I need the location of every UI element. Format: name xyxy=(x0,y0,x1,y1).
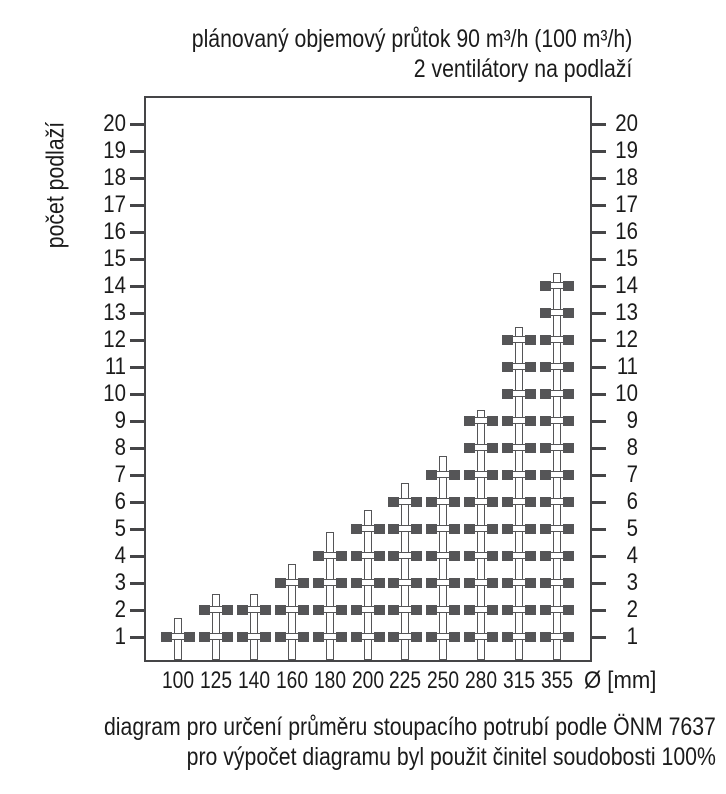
floor-square-right-315-7 xyxy=(525,470,536,480)
chart-caption-line1: diagram pro určení průměru stoupacího potrubí podle ÖNM 7637 xyxy=(104,713,716,741)
floor-square-left-315-5 xyxy=(502,524,513,534)
y-tick-left-1 xyxy=(130,636,146,639)
y-tick-left-2 xyxy=(130,609,146,612)
y-tick-label-left-14: 14 xyxy=(103,272,126,299)
y-tick-label-left-12: 12 xyxy=(103,326,126,353)
floor-square-right-315-9 xyxy=(525,416,536,426)
floor-square-left-250-4 xyxy=(426,551,437,561)
floor-square-left-355-6 xyxy=(540,497,551,507)
floor-square-left-315-9 xyxy=(502,416,513,426)
floor-square-left-355-4 xyxy=(540,551,551,561)
y-tick-label-left-18: 18 xyxy=(103,164,126,191)
floor-square-right-355-1 xyxy=(563,632,574,642)
y-tick-label-right-5: 5 xyxy=(626,515,638,542)
floor-square-left-225-1 xyxy=(388,632,399,642)
y-tick-left-12 xyxy=(130,339,146,342)
floor-square-left-180-4 xyxy=(313,551,324,561)
floor-square-right-315-4 xyxy=(525,551,536,561)
floor-square-right-225-5 xyxy=(411,524,422,534)
riser-bar-140 xyxy=(250,594,258,660)
y-tick-label-right-10: 10 xyxy=(615,380,638,407)
floor-square-right-180-1 xyxy=(336,632,347,642)
x-tick-label-200: 200 xyxy=(351,667,384,694)
floor-square-right-200-3 xyxy=(374,578,385,588)
y-tick-left-3 xyxy=(130,582,146,585)
floor-square-left-250-5 xyxy=(426,524,437,534)
y-tick-left-16 xyxy=(130,231,146,234)
floor-square-right-355-8 xyxy=(563,443,574,453)
y-tick-label-right-13: 13 xyxy=(615,299,638,326)
floor-square-right-225-2 xyxy=(411,605,422,615)
floor-square-left-355-12 xyxy=(540,335,551,345)
floor-square-right-140-1 xyxy=(260,632,271,642)
floor-square-left-250-6 xyxy=(426,497,437,507)
floor-square-right-355-3 xyxy=(563,578,574,588)
y-tick-label-right-2: 2 xyxy=(626,596,638,623)
floor-square-left-315-10 xyxy=(502,389,513,399)
y-tick-label-right-14: 14 xyxy=(615,272,638,299)
floor-square-right-200-2 xyxy=(374,605,385,615)
floor-square-right-315-5 xyxy=(525,524,536,534)
floor-square-right-180-4 xyxy=(336,551,347,561)
y-tick-label-right-9: 9 xyxy=(626,407,638,434)
floor-square-right-125-1 xyxy=(222,632,233,642)
floor-square-right-250-2 xyxy=(449,605,460,615)
floor-square-right-225-4 xyxy=(411,551,422,561)
y-tick-left-13 xyxy=(130,312,146,315)
floor-square-right-315-8 xyxy=(525,443,536,453)
x-axis-unit-label: Ø [mm] xyxy=(584,667,657,694)
y-tick-left-7 xyxy=(130,474,146,477)
floor-square-right-355-2 xyxy=(563,605,574,615)
y-tick-label-left-15: 15 xyxy=(103,245,126,272)
floor-square-left-315-3 xyxy=(502,578,513,588)
y-tick-left-14 xyxy=(130,285,146,288)
floor-square-right-225-3 xyxy=(411,578,422,588)
y-tick-label-right-11: 11 xyxy=(616,353,638,380)
y-tick-label-left-9: 9 xyxy=(114,407,126,434)
floor-square-left-180-2 xyxy=(313,605,324,615)
floor-square-left-100-1 xyxy=(161,632,172,642)
floor-square-right-355-5 xyxy=(563,524,574,534)
y-tick-label-left-20: 20 xyxy=(103,110,126,137)
floor-square-left-355-11 xyxy=(540,362,551,372)
floor-square-right-280-6 xyxy=(487,497,498,507)
floor-square-left-355-10 xyxy=(540,389,551,399)
y-tick-label-left-7: 7 xyxy=(114,461,126,488)
riser-bar-355 xyxy=(553,273,561,661)
floor-square-left-315-2 xyxy=(502,605,513,615)
floor-square-left-250-7 xyxy=(426,470,437,480)
x-tick-label-280: 280 xyxy=(465,667,498,694)
floor-square-left-315-12 xyxy=(502,335,513,345)
floor-square-right-355-10 xyxy=(563,389,574,399)
floor-square-left-160-1 xyxy=(275,632,286,642)
floor-square-right-100-1 xyxy=(184,632,195,642)
floor-square-left-125-1 xyxy=(199,632,210,642)
y-tick-label-left-10: 10 xyxy=(103,380,126,407)
riser-bar-125 xyxy=(212,594,220,660)
floor-square-left-225-4 xyxy=(388,551,399,561)
x-tick-label-140: 140 xyxy=(237,667,270,694)
floor-square-left-280-1 xyxy=(464,632,475,642)
floor-square-right-250-3 xyxy=(449,578,460,588)
floor-square-left-315-4 xyxy=(502,551,513,561)
floor-square-left-225-2 xyxy=(388,605,399,615)
floor-square-left-315-8 xyxy=(502,443,513,453)
floor-square-right-280-1 xyxy=(487,632,498,642)
floor-square-right-280-4 xyxy=(487,551,498,561)
floor-square-right-280-7 xyxy=(487,470,498,480)
y-tick-left-6 xyxy=(130,501,146,504)
floor-square-right-200-4 xyxy=(374,551,385,561)
y-tick-left-10 xyxy=(130,393,146,396)
floor-square-right-250-4 xyxy=(449,551,460,561)
floor-square-right-315-3 xyxy=(525,578,536,588)
floor-square-right-280-2 xyxy=(487,605,498,615)
y-tick-left-9 xyxy=(130,420,146,423)
x-tick-label-160: 160 xyxy=(275,667,308,694)
floor-square-left-280-2 xyxy=(464,605,475,615)
x-tick-label-100: 100 xyxy=(161,667,195,694)
floor-square-right-355-6 xyxy=(563,497,574,507)
floor-square-left-225-6 xyxy=(388,497,399,507)
floor-square-right-355-4 xyxy=(563,551,574,561)
floor-square-left-180-1 xyxy=(313,632,324,642)
floor-square-right-250-5 xyxy=(449,524,460,534)
floor-square-right-315-11 xyxy=(525,362,536,372)
floor-square-right-280-5 xyxy=(487,524,498,534)
x-tick-label-250: 250 xyxy=(427,667,460,694)
floor-square-right-315-6 xyxy=(525,497,536,507)
floor-square-left-140-1 xyxy=(237,632,248,642)
y-tick-label-right-19: 19 xyxy=(615,137,638,164)
floor-square-left-250-2 xyxy=(426,605,437,615)
floor-square-right-355-7 xyxy=(563,470,574,480)
chart-caption xyxy=(104,712,716,772)
floor-square-left-355-2 xyxy=(540,605,551,615)
floor-square-left-200-5 xyxy=(351,524,362,534)
y-axis-title: počet podlaží xyxy=(41,121,70,249)
y-tick-label-right-18: 18 xyxy=(615,164,638,191)
y-tick-left-8 xyxy=(130,447,146,450)
x-tick-label-125: 125 xyxy=(199,667,232,694)
floor-square-right-160-1 xyxy=(298,632,309,642)
y-tick-label-left-13: 13 xyxy=(103,299,126,326)
y-tick-left-4 xyxy=(130,555,146,558)
y-tick-label-right-7: 7 xyxy=(626,461,638,488)
floor-square-left-280-9 xyxy=(464,416,475,426)
y-tick-left-15 xyxy=(130,258,146,261)
y-tick-label-right-17: 17 xyxy=(615,191,638,218)
floor-square-right-315-12 xyxy=(525,335,536,345)
floor-square-right-200-1 xyxy=(374,632,385,642)
y-tick-label-right-20: 20 xyxy=(615,110,638,137)
floor-square-left-250-1 xyxy=(426,632,437,642)
floor-square-left-315-1 xyxy=(502,632,513,642)
y-tick-label-right-1: 1 xyxy=(626,623,638,650)
floor-square-right-280-9 xyxy=(487,416,498,426)
floor-square-right-225-6 xyxy=(411,497,422,507)
floor-square-right-355-13 xyxy=(563,308,574,318)
y-tick-label-left-11: 11 xyxy=(104,353,126,380)
floor-square-left-280-7 xyxy=(464,470,475,480)
floor-square-right-355-12 xyxy=(563,335,574,345)
floor-square-left-315-11 xyxy=(502,362,513,372)
y-tick-label-left-2: 2 xyxy=(114,596,126,623)
floor-square-right-280-8 xyxy=(487,443,498,453)
floor-square-left-200-3 xyxy=(351,578,362,588)
y-tick-label-left-17: 17 xyxy=(103,191,126,218)
y-tick-label-right-15: 15 xyxy=(615,245,638,272)
y-tick-left-11 xyxy=(130,366,146,369)
chart-title xyxy=(191,24,632,84)
floor-square-right-355-9 xyxy=(563,416,574,426)
floor-square-left-250-3 xyxy=(426,578,437,588)
floor-square-left-355-1 xyxy=(540,632,551,642)
y-tick-label-right-16: 16 xyxy=(615,218,638,245)
floor-square-left-200-1 xyxy=(351,632,362,642)
floor-square-right-315-2 xyxy=(525,605,536,615)
floor-square-left-225-3 xyxy=(388,578,399,588)
floor-square-right-315-1 xyxy=(525,632,536,642)
y-tick-label-right-4: 4 xyxy=(626,542,638,569)
floor-square-right-180-2 xyxy=(336,605,347,615)
y-tick-left-19 xyxy=(130,150,146,153)
floor-square-right-140-2 xyxy=(260,605,271,615)
y-tick-left-20 xyxy=(130,123,146,126)
floor-square-left-225-5 xyxy=(388,524,399,534)
floor-square-right-315-10 xyxy=(525,389,536,399)
chart-caption-line2: pro výpočet diagramu byl použit činitel soudobosti 100% xyxy=(186,743,716,771)
floor-square-left-355-9 xyxy=(540,416,551,426)
y-tick-label-left-6: 6 xyxy=(114,488,126,515)
floor-square-left-355-5 xyxy=(540,524,551,534)
floor-square-left-180-3 xyxy=(313,578,324,588)
floor-square-left-160-2 xyxy=(275,605,286,615)
floor-square-right-280-3 xyxy=(487,578,498,588)
x-tick-label-225: 225 xyxy=(389,667,422,694)
floor-square-right-250-1 xyxy=(449,632,460,642)
y-tick-left-5 xyxy=(130,528,146,531)
y-tick-label-right-6: 6 xyxy=(626,488,638,515)
floor-square-left-355-8 xyxy=(540,443,551,453)
floor-square-left-280-6 xyxy=(464,497,475,507)
floor-square-right-200-5 xyxy=(374,524,385,534)
floor-square-right-355-11 xyxy=(563,362,574,372)
floor-square-left-200-2 xyxy=(351,605,362,615)
riser-bar-180 xyxy=(326,532,334,660)
y-tick-label-left-5: 5 xyxy=(114,515,126,542)
floor-square-left-140-2 xyxy=(237,605,248,615)
y-tick-label-left-16: 16 xyxy=(103,218,126,245)
floor-square-left-280-3 xyxy=(464,578,475,588)
floor-square-right-250-6 xyxy=(449,497,460,507)
floor-square-left-280-5 xyxy=(464,524,475,534)
y-tick-label-left-19: 19 xyxy=(103,137,126,164)
chart-title-line2: 2 ventilátory na podlaží xyxy=(413,55,632,83)
floor-square-left-355-3 xyxy=(540,578,551,588)
y-tick-left-18 xyxy=(130,177,146,180)
x-tick-label-315: 315 xyxy=(503,667,536,694)
floor-square-left-200-4 xyxy=(351,551,362,561)
y-tick-label-right-3: 3 xyxy=(626,569,638,596)
floor-square-left-125-2 xyxy=(199,605,210,615)
y-tick-label-left-1: 1 xyxy=(114,623,126,650)
floor-square-right-225-1 xyxy=(411,632,422,642)
floor-square-left-160-3 xyxy=(275,578,286,588)
floor-square-left-355-7 xyxy=(540,470,551,480)
floor-square-left-355-13 xyxy=(540,308,551,318)
y-tick-label-left-8: 8 xyxy=(114,434,126,461)
x-tick-label-180: 180 xyxy=(313,667,346,694)
floor-square-right-180-3 xyxy=(336,578,347,588)
floor-square-right-250-7 xyxy=(449,470,460,480)
chart-title-line1: plánovaný objemový průtok 90 m³/h (100 m³/h) xyxy=(191,25,632,53)
floor-square-left-315-6 xyxy=(502,497,513,507)
plot-area xyxy=(103,96,657,694)
floor-square-left-280-8 xyxy=(464,443,475,453)
floor-square-right-125-2 xyxy=(222,605,233,615)
floor-square-right-355-14 xyxy=(563,281,574,291)
x-tick-label-355: 355 xyxy=(540,667,574,694)
floor-square-left-280-4 xyxy=(464,551,475,561)
floor-square-right-160-3 xyxy=(298,578,309,588)
y-tick-label-left-4: 4 xyxy=(114,542,126,569)
y-tick-label-right-8: 8 xyxy=(626,434,638,461)
y-tick-label-left-3: 3 xyxy=(114,569,126,596)
floor-square-left-315-7 xyxy=(502,470,513,480)
floor-square-right-160-2 xyxy=(298,605,309,615)
y-tick-label-right-12: 12 xyxy=(615,326,638,353)
floor-square-left-355-14 xyxy=(540,281,551,291)
y-tick-left-17 xyxy=(130,204,146,207)
